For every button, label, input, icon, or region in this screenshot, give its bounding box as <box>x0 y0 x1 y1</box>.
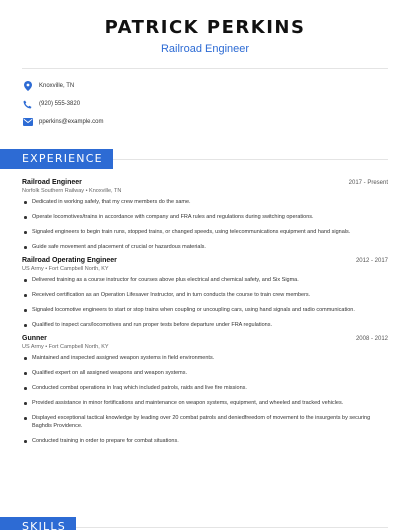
bullet-item: Delivered training as a course instructor for courses above plus electrical and chemical safety, and Six Sigma. <box>22 276 388 284</box>
job-title: Gunner <box>22 335 47 342</box>
skills-heading-line <box>76 527 388 528</box>
bullet-item: Operate locomotives/trains in accordance with company and FRA rules and regulations during switching operations. <box>22 213 388 221</box>
bullet-item: Displayed exceptional tactical knowledge by leading over 20 combat patrols and deniedfreedom of movement to the insurgents by securing Baghdis Providence. <box>22 414 388 430</box>
experience-heading: EXPERIENCE <box>0 149 113 169</box>
job-dates: 2008 - 2012 <box>355 336 388 342</box>
job-entry <box>0 179 410 251</box>
contact-phone-text: (920) 555-3820 <box>39 101 81 107</box>
candidate-name: PATRICK PERKINS <box>104 17 306 38</box>
job-bullets <box>22 276 388 329</box>
location-pin-icon <box>22 81 33 92</box>
bullet-item: Conducted combat operations in Iraq which included patrols, raids and live fire missions. <box>22 384 388 392</box>
bullet-item: Signaled locomotive engineers to start or stop trains when coupling or uncoupling cars, using hand signals and radio communication. <box>22 306 388 314</box>
job-company: Norfolk Southern Railway • Knoxville, TN <box>22 188 122 194</box>
job-bullets <box>22 354 388 445</box>
bullet-item: Received certification as an Operation Lifesaver Instructor, and in turn conducts the course to train crew members. <box>22 291 388 299</box>
job-company: US Army • Fort Campbell North, KY <box>22 344 109 350</box>
bullet-item: Guide safe movement and placement of crucial or hazardous materials. <box>22 243 388 251</box>
job-dates: 2012 - 2017 <box>355 258 388 264</box>
bullet-item: Provided assistance in minor fortifications and maintenance on weapon systems, equipment, and wheeled and tracked vehicles. <box>22 399 388 407</box>
bullet-item: Qualified to inspect cars/locomotives and run proper tests before departure under FRA regulations. <box>22 321 388 329</box>
candidate-title: Railroad Engineer <box>160 43 250 55</box>
job-entry <box>0 335 410 445</box>
phone-icon <box>22 99 33 110</box>
job-title: Railroad Engineer <box>22 179 82 186</box>
job-dates: 2017 - Present <box>348 180 388 186</box>
email-icon <box>22 117 33 128</box>
skills-section-header <box>0 517 410 530</box>
job-company: US Army • Fort Campbell North, KY <box>22 266 109 272</box>
experience-heading-line <box>113 159 388 160</box>
bullet-item: Signaled engineers to begin train runs, stopped trains, or changed speeds, using telecommunications equipment and hand signals. <box>22 228 388 236</box>
contact-list <box>0 77 410 131</box>
job-entry <box>0 257 410 329</box>
job-title: Railroad Operating Engineer <box>22 257 117 264</box>
bullet-item: Conducted training in order to prepare for combat situations. <box>22 437 388 445</box>
bullet-item: Qualified expert on all assigned weapons and weapon systems. <box>22 369 388 377</box>
contact-email-text: pperkins@example.com <box>39 119 104 125</box>
experience-list <box>0 179 410 445</box>
resume-header <box>0 0 410 56</box>
bullet-item: Maintained and inspected assigned weapon systems in field environments. <box>22 354 388 362</box>
header-divider <box>22 68 388 69</box>
bullet-item: Dedicated in working safely, that my crew members do the same. <box>22 198 388 206</box>
job-bullets <box>22 198 388 251</box>
contact-location <box>22 77 410 95</box>
contact-location-text: Knoxville, TN <box>39 83 75 89</box>
contact-phone <box>22 95 410 113</box>
experience-section-header <box>0 149 410 169</box>
contact-email <box>22 113 410 131</box>
skills-heading: SKILLS <box>0 517 76 530</box>
